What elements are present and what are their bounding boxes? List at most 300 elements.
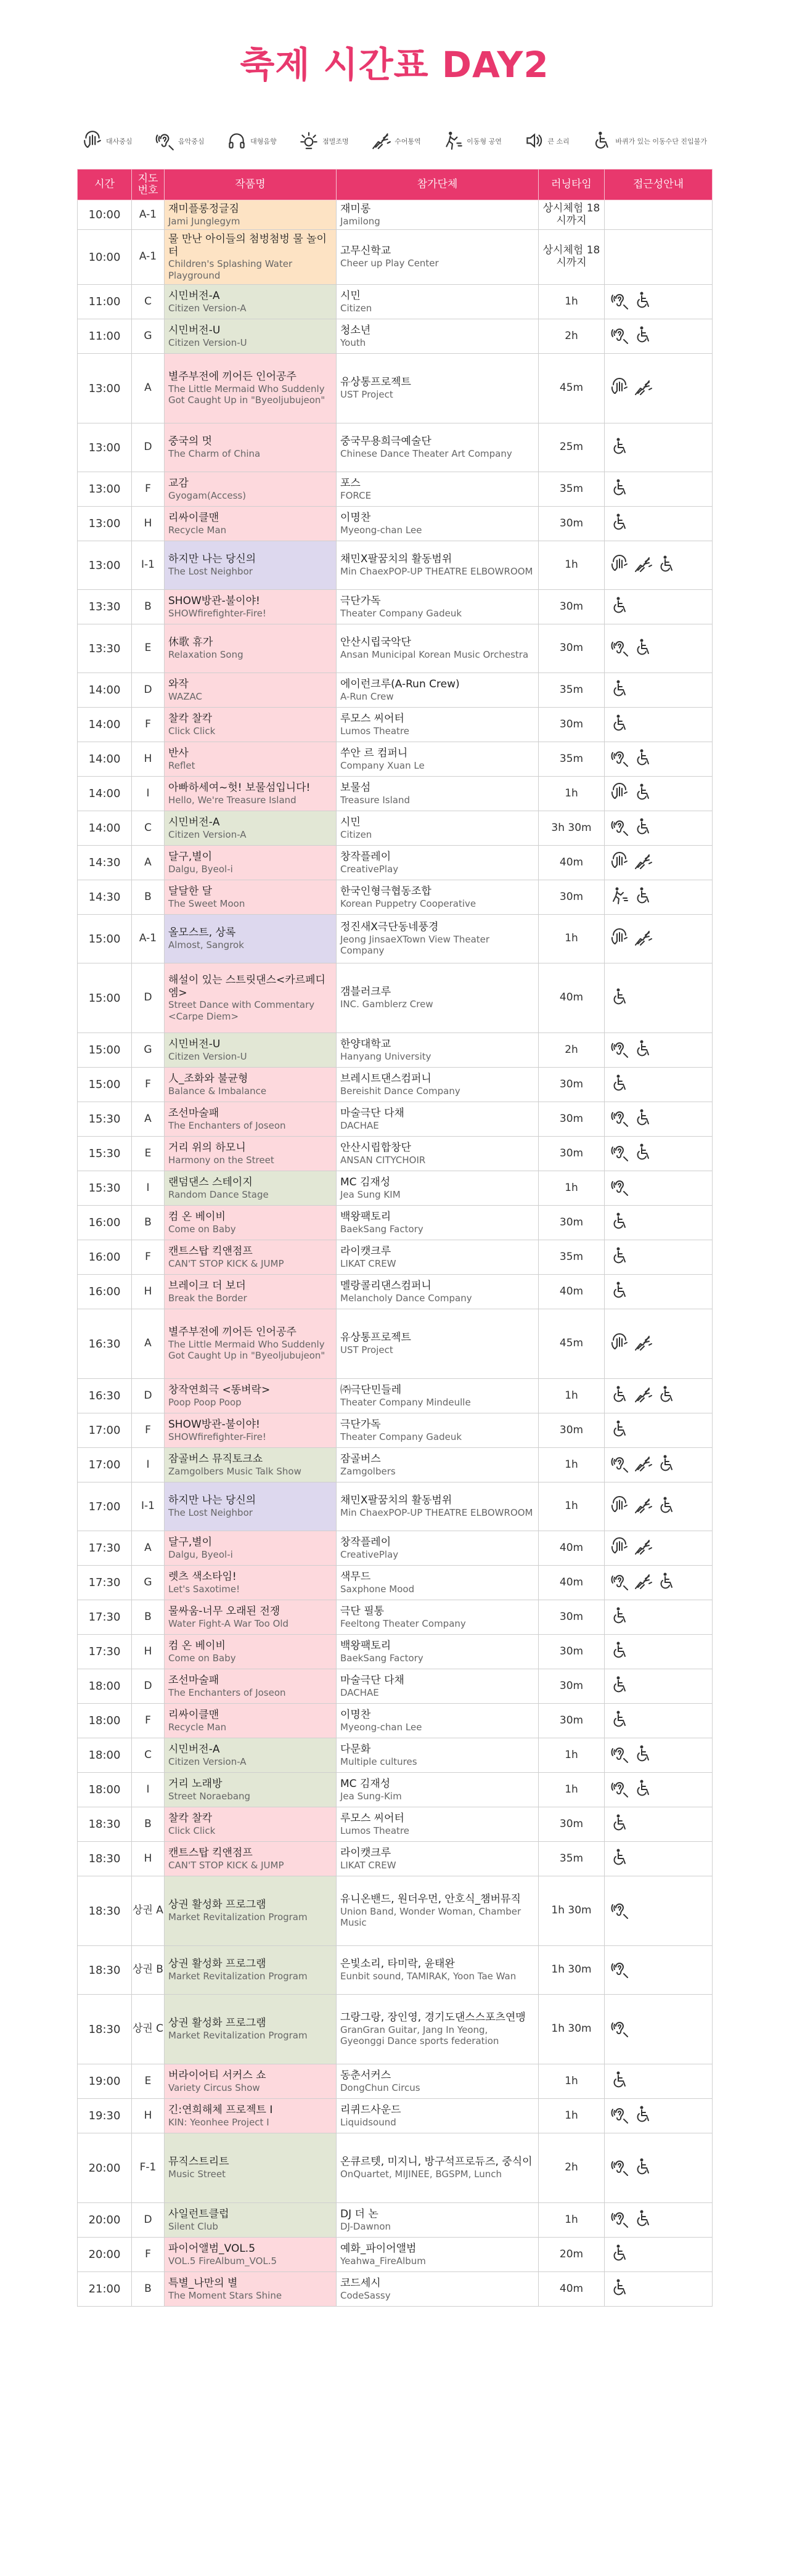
group-en: Lumos Theatre — [340, 1825, 410, 1836]
group-en: BaekSang Factory — [340, 1652, 423, 1664]
group-cell — [337, 1738, 539, 1773]
map-cell: A — [132, 1309, 165, 1379]
accessibility-cell — [605, 1995, 713, 2064]
group-en: Treasure Island — [340, 794, 410, 806]
map-cell: D — [132, 673, 165, 708]
title-en: Reflet — [168, 759, 195, 771]
title-ko: 休歌 휴가 — [168, 636, 213, 649]
accessibility-cell — [605, 2133, 713, 2203]
group-ko: 색무드 — [340, 1570, 371, 1583]
runtime-cell: 30m — [539, 1137, 605, 1171]
title-ko: 반사 — [168, 746, 189, 759]
hearing-icon — [610, 1959, 629, 1982]
title-cell — [165, 846, 337, 880]
accessibility-cell — [605, 507, 713, 541]
title-ko: 하지만 나는 당신의 — [168, 1494, 256, 1507]
title-en: VOL.5 FireAlbum_VOL.5 — [168, 2255, 277, 2267]
legend-label: 바퀴가 있는 이동수단 진입불가 — [615, 137, 707, 145]
title-ko: 달구,별이 — [168, 850, 213, 863]
group-cell — [337, 811, 539, 846]
runtime-cell: 30m — [539, 590, 605, 624]
title-cell — [165, 2238, 337, 2272]
title-cell — [165, 1102, 337, 1137]
runtime-cell: 1h 30m — [539, 1876, 605, 1946]
wheelchair-icon — [610, 1246, 629, 1269]
title-cell — [165, 1876, 337, 1946]
time-cell: 20:00 — [78, 2203, 132, 2238]
group-en: Union Band, Wonder Woman, Chamber Music — [340, 1906, 521, 1929]
legend-item — [298, 130, 349, 153]
accessibility-cell — [605, 1807, 713, 1842]
title-en: Break the Border — [168, 1292, 247, 1304]
group-ko: 백왕팩토리 — [340, 1639, 391, 1652]
group-en: FORCE — [340, 489, 372, 501]
map-cell: A — [132, 846, 165, 880]
title-cell — [165, 1842, 337, 1876]
wheelchair-icon — [633, 1142, 653, 1165]
table-row — [78, 1068, 713, 1102]
hearing-icon — [610, 2104, 629, 2127]
table-header-row — [78, 170, 713, 200]
accessibility-cell — [605, 1171, 713, 1206]
schedule-table — [77, 169, 713, 2307]
accessibility-cell — [605, 1738, 713, 1773]
map-cell: D — [132, 963, 165, 1033]
title-ko: 와작 — [168, 677, 189, 690]
title-cell — [165, 624, 337, 673]
accessibility-cell — [605, 472, 713, 507]
title-ko: 물싸움-너무 오래된 전쟁 — [168, 1605, 280, 1617]
group-cell — [337, 1309, 539, 1379]
time-cell: 15:30 — [78, 1102, 132, 1137]
runtime-cell: 상시체험 18시까지 — [539, 230, 605, 285]
table-row — [78, 1275, 713, 1309]
group-cell — [337, 1842, 539, 1876]
accessibility-cell — [605, 423, 713, 472]
map-cell: H — [132, 2099, 165, 2133]
group-en: UST Project — [340, 389, 393, 401]
map-cell: D — [132, 2203, 165, 2238]
moving-icon — [610, 886, 629, 909]
table-row — [78, 1033, 713, 1068]
runtime-cell: 35m — [539, 1842, 605, 1876]
runtime-cell: 30m — [539, 507, 605, 541]
group-ko: 보물섬 — [340, 781, 371, 794]
table-row — [78, 1635, 713, 1669]
runtime-cell: 1h — [539, 285, 605, 319]
title-cell — [165, 1704, 337, 1738]
group-en: Jamilong — [340, 215, 380, 227]
title-cell — [165, 2203, 337, 2238]
group-ko: 극단가독 — [340, 594, 381, 607]
group-cell — [337, 1995, 539, 2064]
group-en: Cheer up Play Center — [340, 258, 439, 269]
wheelchair-icon — [610, 595, 629, 618]
runtime-cell: 30m — [539, 624, 605, 673]
table-row — [78, 230, 713, 285]
group-en: Feeltong Theater Company — [340, 1617, 466, 1629]
runtime-cell: 40m — [539, 846, 605, 880]
title-cell — [165, 1946, 337, 1995]
table-row — [78, 1704, 713, 1738]
group-ko: 채민X팔꿈치의 활동범위 — [340, 553, 452, 566]
runtime-cell: 1h — [539, 1171, 605, 1206]
runtime-cell: 30m — [539, 880, 605, 915]
group-cell — [337, 1379, 539, 1413]
title-cell — [165, 742, 337, 777]
time-cell: 11:00 — [78, 285, 132, 319]
title-cell — [165, 2272, 337, 2307]
map-cell: B — [132, 590, 165, 624]
table-row — [78, 285, 713, 319]
sign-hand-icon — [633, 554, 653, 577]
accessibility-cell — [605, 2272, 713, 2307]
sign-hand-icon — [633, 1333, 653, 1355]
header-title: 작품명 — [165, 170, 337, 200]
group-en: Chinese Dance Theater Art Company — [340, 448, 512, 460]
title-en: The Sweet Moon — [168, 898, 245, 909]
group-cell — [337, 708, 539, 742]
group-cell — [337, 1600, 539, 1635]
title-cell — [165, 1995, 337, 2064]
title-cell — [165, 507, 337, 541]
time-cell: 17:00 — [78, 1448, 132, 1482]
sign-language-icon — [610, 1537, 629, 1560]
title-cell — [165, 472, 337, 507]
title-en: Silent Club — [168, 2220, 218, 2232]
accessibility-cell — [605, 1275, 713, 1309]
accessibility-cell — [605, 1842, 713, 1876]
title-en: The Little Mermaid Who Suddenly Got Caught Up in "Byeoljubujeon" — [168, 383, 325, 406]
group-en: Jeong JinsaeXTown View Theater Company — [340, 934, 490, 957]
time-cell: 16:30 — [78, 1309, 132, 1379]
title-en: Street Dance with Commentary <Carpe Diem> — [168, 999, 315, 1022]
time-cell: 21:00 — [78, 2272, 132, 2307]
time-cell: 13:00 — [78, 541, 132, 590]
title-ko: 올모스트, 상록 — [168, 926, 236, 939]
title-ko: 해설이 있는 스트릿댄스<카르페디엠> — [168, 973, 325, 999]
title-en: Music Street — [168, 2169, 226, 2180]
title-en: The Enchanters of Joseon — [168, 1687, 286, 1698]
group-en: Korean Puppetry Cooperative — [340, 898, 476, 909]
table-row — [78, 319, 713, 354]
group-cell — [337, 1102, 539, 1137]
table-row — [78, 811, 713, 846]
time-cell: 14:30 — [78, 846, 132, 880]
time-cell: 14:00 — [78, 777, 132, 811]
title-cell — [165, 708, 337, 742]
title-cell — [165, 811, 337, 846]
legend-item — [226, 130, 277, 153]
group-ko: 백왕팩토리 — [340, 1210, 391, 1223]
title-ko: 거리 위의 하모니 — [168, 1141, 246, 1154]
map-cell: B — [132, 2272, 165, 2307]
title-cell — [165, 285, 337, 319]
group-en: GranGran Guitar, Jang In Yeong, Gyeonggi Dance sports federation — [340, 2024, 499, 2047]
map-cell: E — [132, 1137, 165, 1171]
table-row — [78, 1137, 713, 1171]
wheelchair-icon — [633, 1778, 653, 1801]
accessibility-cell — [605, 354, 713, 423]
time-cell: 19:30 — [78, 2099, 132, 2133]
title-ko: 파이어앨범_VOL.5 — [168, 2242, 256, 2255]
accessibility-cell — [605, 742, 713, 777]
group-en: DongChun Circus — [340, 2082, 420, 2093]
sign-hand-icon — [370, 130, 391, 153]
accessibility-cell — [605, 1068, 713, 1102]
wheelchair-icon — [633, 748, 653, 771]
group-cell — [337, 915, 539, 963]
title-en: Street Noraebang — [168, 1790, 251, 1802]
group-en: Jea Sung-Kim — [340, 1790, 402, 1802]
title-ko: 랜덤댄스 스테이지 — [168, 1176, 253, 1188]
group-cell — [337, 1033, 539, 1068]
title-cell — [165, 915, 337, 963]
map-cell: C — [132, 1738, 165, 1773]
map-cell: H — [132, 1842, 165, 1876]
runtime-cell: 30m — [539, 1704, 605, 1738]
title-en: Citizen Version-U — [168, 1050, 247, 1062]
sign-hand-icon — [633, 1537, 653, 1560]
legend-item — [443, 130, 502, 153]
legend-label: 이동형 공연 — [467, 137, 502, 145]
table-row — [78, 1413, 713, 1448]
map-cell: 상권 C — [132, 1995, 165, 2064]
title-en: Click Click — [168, 1825, 216, 1836]
title-en: Market Revitalization Program — [168, 1912, 308, 1923]
time-cell: 15:00 — [78, 1033, 132, 1068]
title-cell — [165, 963, 337, 1033]
table-row — [78, 1240, 713, 1275]
title-en: Children's Splashing Water Playground — [168, 258, 293, 281]
map-cell: F — [132, 1413, 165, 1448]
group-ko: MC 김재성 — [340, 1777, 391, 1790]
title-cell — [165, 1068, 337, 1102]
map-cell: A-1 — [132, 915, 165, 963]
time-cell: 13:00 — [78, 423, 132, 472]
group-en: CreativePlay — [340, 863, 399, 875]
group-ko: 라이캣크루 — [340, 1846, 391, 1859]
table-row — [78, 507, 713, 541]
title-ko: 특별_나만의 별 — [168, 2276, 238, 2289]
map-cell: I — [132, 777, 165, 811]
sign-language-icon — [610, 1495, 629, 1518]
time-cell: 16:00 — [78, 1275, 132, 1309]
group-ko: 극단가독 — [340, 1418, 381, 1431]
headphone-icon — [226, 130, 247, 153]
group-ko: 동춘서커스 — [340, 2069, 391, 2082]
title-en: Random Dance Stage — [168, 1188, 269, 1200]
group-en: Myeong-chan Lee — [340, 524, 422, 536]
group-cell — [337, 1773, 539, 1807]
hearing-icon — [610, 290, 629, 313]
time-cell: 17:30 — [78, 1531, 132, 1566]
accessibility-cell — [605, 1413, 713, 1448]
group-cell — [337, 777, 539, 811]
wheelchair-icon — [610, 478, 629, 501]
title-en: The Lost Neighbor — [168, 566, 253, 578]
title-ko: 브레이크 더 보더 — [168, 1279, 246, 1292]
group-ko: 다문화 — [340, 1743, 371, 1756]
title-cell — [165, 2133, 337, 2203]
table-row — [78, 1669, 713, 1704]
group-ko: ㈜극단민들레 — [340, 1383, 402, 1396]
runtime-cell: 1h — [539, 1379, 605, 1413]
group-en: UST Project — [340, 1344, 393, 1356]
group-ko: 극단 필통 — [340, 1605, 385, 1617]
title-cell — [165, 1531, 337, 1566]
runtime-cell: 2h — [539, 319, 605, 354]
title-ko: 캔트스탑 킥앤점프 — [168, 1846, 253, 1859]
group-en: Melancholy Dance Company — [340, 1292, 472, 1304]
title-cell — [165, 230, 337, 285]
title-en: Market Revitalization Program — [168, 1971, 308, 1982]
group-cell — [337, 1482, 539, 1531]
group-cell — [337, 2203, 539, 2238]
table-row — [78, 2099, 713, 2133]
accessibility-cell — [605, 1773, 713, 1807]
accessibility-cell — [605, 777, 713, 811]
wheelchair-icon — [610, 436, 629, 459]
group-en: Saxphone Mood — [340, 1583, 415, 1595]
sign-hand-icon — [633, 1454, 653, 1476]
group-ko: 유상통프로젝트 — [340, 376, 411, 389]
group-en: OnQuartet, MIJINEE, BGSPM, Lunch — [340, 2169, 502, 2180]
table-row — [78, 1773, 713, 1807]
wheelchair-icon — [633, 637, 653, 660]
sign-language-icon — [610, 377, 629, 400]
group-cell — [337, 472, 539, 507]
accessibility-cell — [605, 1240, 713, 1275]
table-row — [78, 624, 713, 673]
title-cell — [165, 423, 337, 472]
map-cell: G — [132, 1033, 165, 1068]
group-ko: 코드세시 — [340, 2276, 381, 2289]
table-row — [78, 708, 713, 742]
group-ko: 마술극단 다채 — [340, 1106, 404, 1119]
accessibility-cell — [605, 1669, 713, 1704]
title-ko: 조선마술패 — [168, 1106, 219, 1119]
table-row — [78, 2272, 713, 2307]
map-cell: 상권 A — [132, 1876, 165, 1946]
map-cell: 상권 B — [132, 1946, 165, 1995]
accessibility-cell — [605, 880, 713, 915]
title-ko: 긴:연희해체 프로젝트 I — [168, 2103, 273, 2116]
runtime-cell: 30m — [539, 1669, 605, 1704]
title-cell — [165, 2064, 337, 2099]
title-en: Citizen Version-A — [168, 302, 247, 314]
group-cell — [337, 230, 539, 285]
title-ko: 버라이어티 서커스 쇼 — [168, 2069, 266, 2082]
group-ko: 안산시립합창단 — [340, 1141, 411, 1154]
group-ko: 쑤안 르 컴퍼니 — [340, 746, 408, 759]
table-row — [78, 1876, 713, 1946]
table-row — [78, 1600, 713, 1635]
wheelchair-icon — [610, 1211, 629, 1234]
hearing-icon — [610, 2209, 629, 2231]
accessibility-cell — [605, 319, 713, 354]
map-cell: I — [132, 1773, 165, 1807]
group-cell — [337, 1206, 539, 1240]
hearing-icon — [610, 1571, 629, 1594]
accessibility-cell — [605, 673, 713, 708]
group-en: Citizen — [340, 828, 372, 840]
map-cell: D — [132, 423, 165, 472]
map-cell: B — [132, 1807, 165, 1842]
title-cell — [165, 1807, 337, 1842]
title-ko: 중국의 멋 — [168, 435, 213, 448]
group-ko: 한양대학교 — [340, 1037, 391, 1050]
hearing-icon — [610, 1778, 629, 1801]
table-row — [78, 1738, 713, 1773]
title-ko: 캔트스탑 킥앤점프 — [168, 1245, 253, 1257]
title-ko: 거리 노래방 — [168, 1777, 223, 1790]
map-cell: H — [132, 1275, 165, 1309]
time-cell: 13:30 — [78, 590, 132, 624]
title-cell — [165, 1600, 337, 1635]
group-cell — [337, 1240, 539, 1275]
time-cell: 14:30 — [78, 880, 132, 915]
time-cell: 18:00 — [78, 1704, 132, 1738]
title-en: The Little Mermaid Who Suddenly Got Caught Up in "Byeoljubujeon" — [168, 1339, 325, 1362]
header-map: 지도 번호 — [132, 170, 165, 200]
table-row — [78, 2203, 713, 2238]
runtime-cell: 30m — [539, 1413, 605, 1448]
map-cell: F — [132, 2238, 165, 2272]
group-ko: 고무신학교 — [340, 245, 391, 258]
runtime-cell: 2h — [539, 2133, 605, 2203]
legend-item — [591, 130, 707, 153]
table-row — [78, 2133, 713, 2203]
title-ko: 찰칵 찰칵 — [168, 1812, 213, 1825]
group-ko: 은빛소리, 타미락, 윤태완 — [340, 1958, 455, 1971]
speaker-icon — [523, 130, 544, 153]
group-en: Theater Company Mindeulle — [340, 1396, 471, 1408]
time-cell: 16:00 — [78, 1240, 132, 1275]
group-ko: 이명찬 — [340, 1708, 371, 1721]
title-ko: 뮤직스트리트 — [168, 2156, 229, 2169]
accessibility-cell — [605, 2064, 713, 2099]
time-cell: 15:30 — [78, 1171, 132, 1206]
wheelchair-icon — [656, 1454, 676, 1476]
title-cell — [165, 1738, 337, 1773]
wheelchair-icon — [610, 2070, 629, 2093]
time-cell: 20:00 — [78, 2133, 132, 2203]
table-row — [78, 1102, 713, 1137]
accessibility-cell — [605, 1600, 713, 1635]
time-cell: 13:00 — [78, 354, 132, 423]
group-en: Min ChaexPOP-UP THEATRE ELBOWROOM — [340, 566, 533, 578]
title-ko: 달달한 달 — [168, 885, 213, 898]
title-en: The Charm of China — [168, 448, 261, 460]
hearing-icon — [610, 325, 629, 348]
hearing-icon — [610, 1108, 629, 1131]
group-en: BaekSang Factory — [340, 1223, 423, 1235]
group-cell — [337, 1635, 539, 1669]
table-row — [78, 541, 713, 590]
group-en: CodeSassy — [340, 2289, 391, 2301]
runtime-cell: 30m — [539, 1635, 605, 1669]
title-en: Citizen Version-U — [168, 337, 247, 348]
legend-label: 대형음향 — [250, 137, 277, 145]
title-en: The Enchanters of Joseon — [168, 1119, 286, 1131]
accessibility-cell — [605, 1876, 713, 1946]
wheelchair-icon — [610, 2278, 629, 2300]
wheelchair-icon — [656, 1495, 676, 1518]
header-group: 참가단체 — [337, 170, 539, 200]
title-ko: 컴 온 베이비 — [168, 1210, 226, 1223]
accessibility-cell — [605, 963, 713, 1033]
